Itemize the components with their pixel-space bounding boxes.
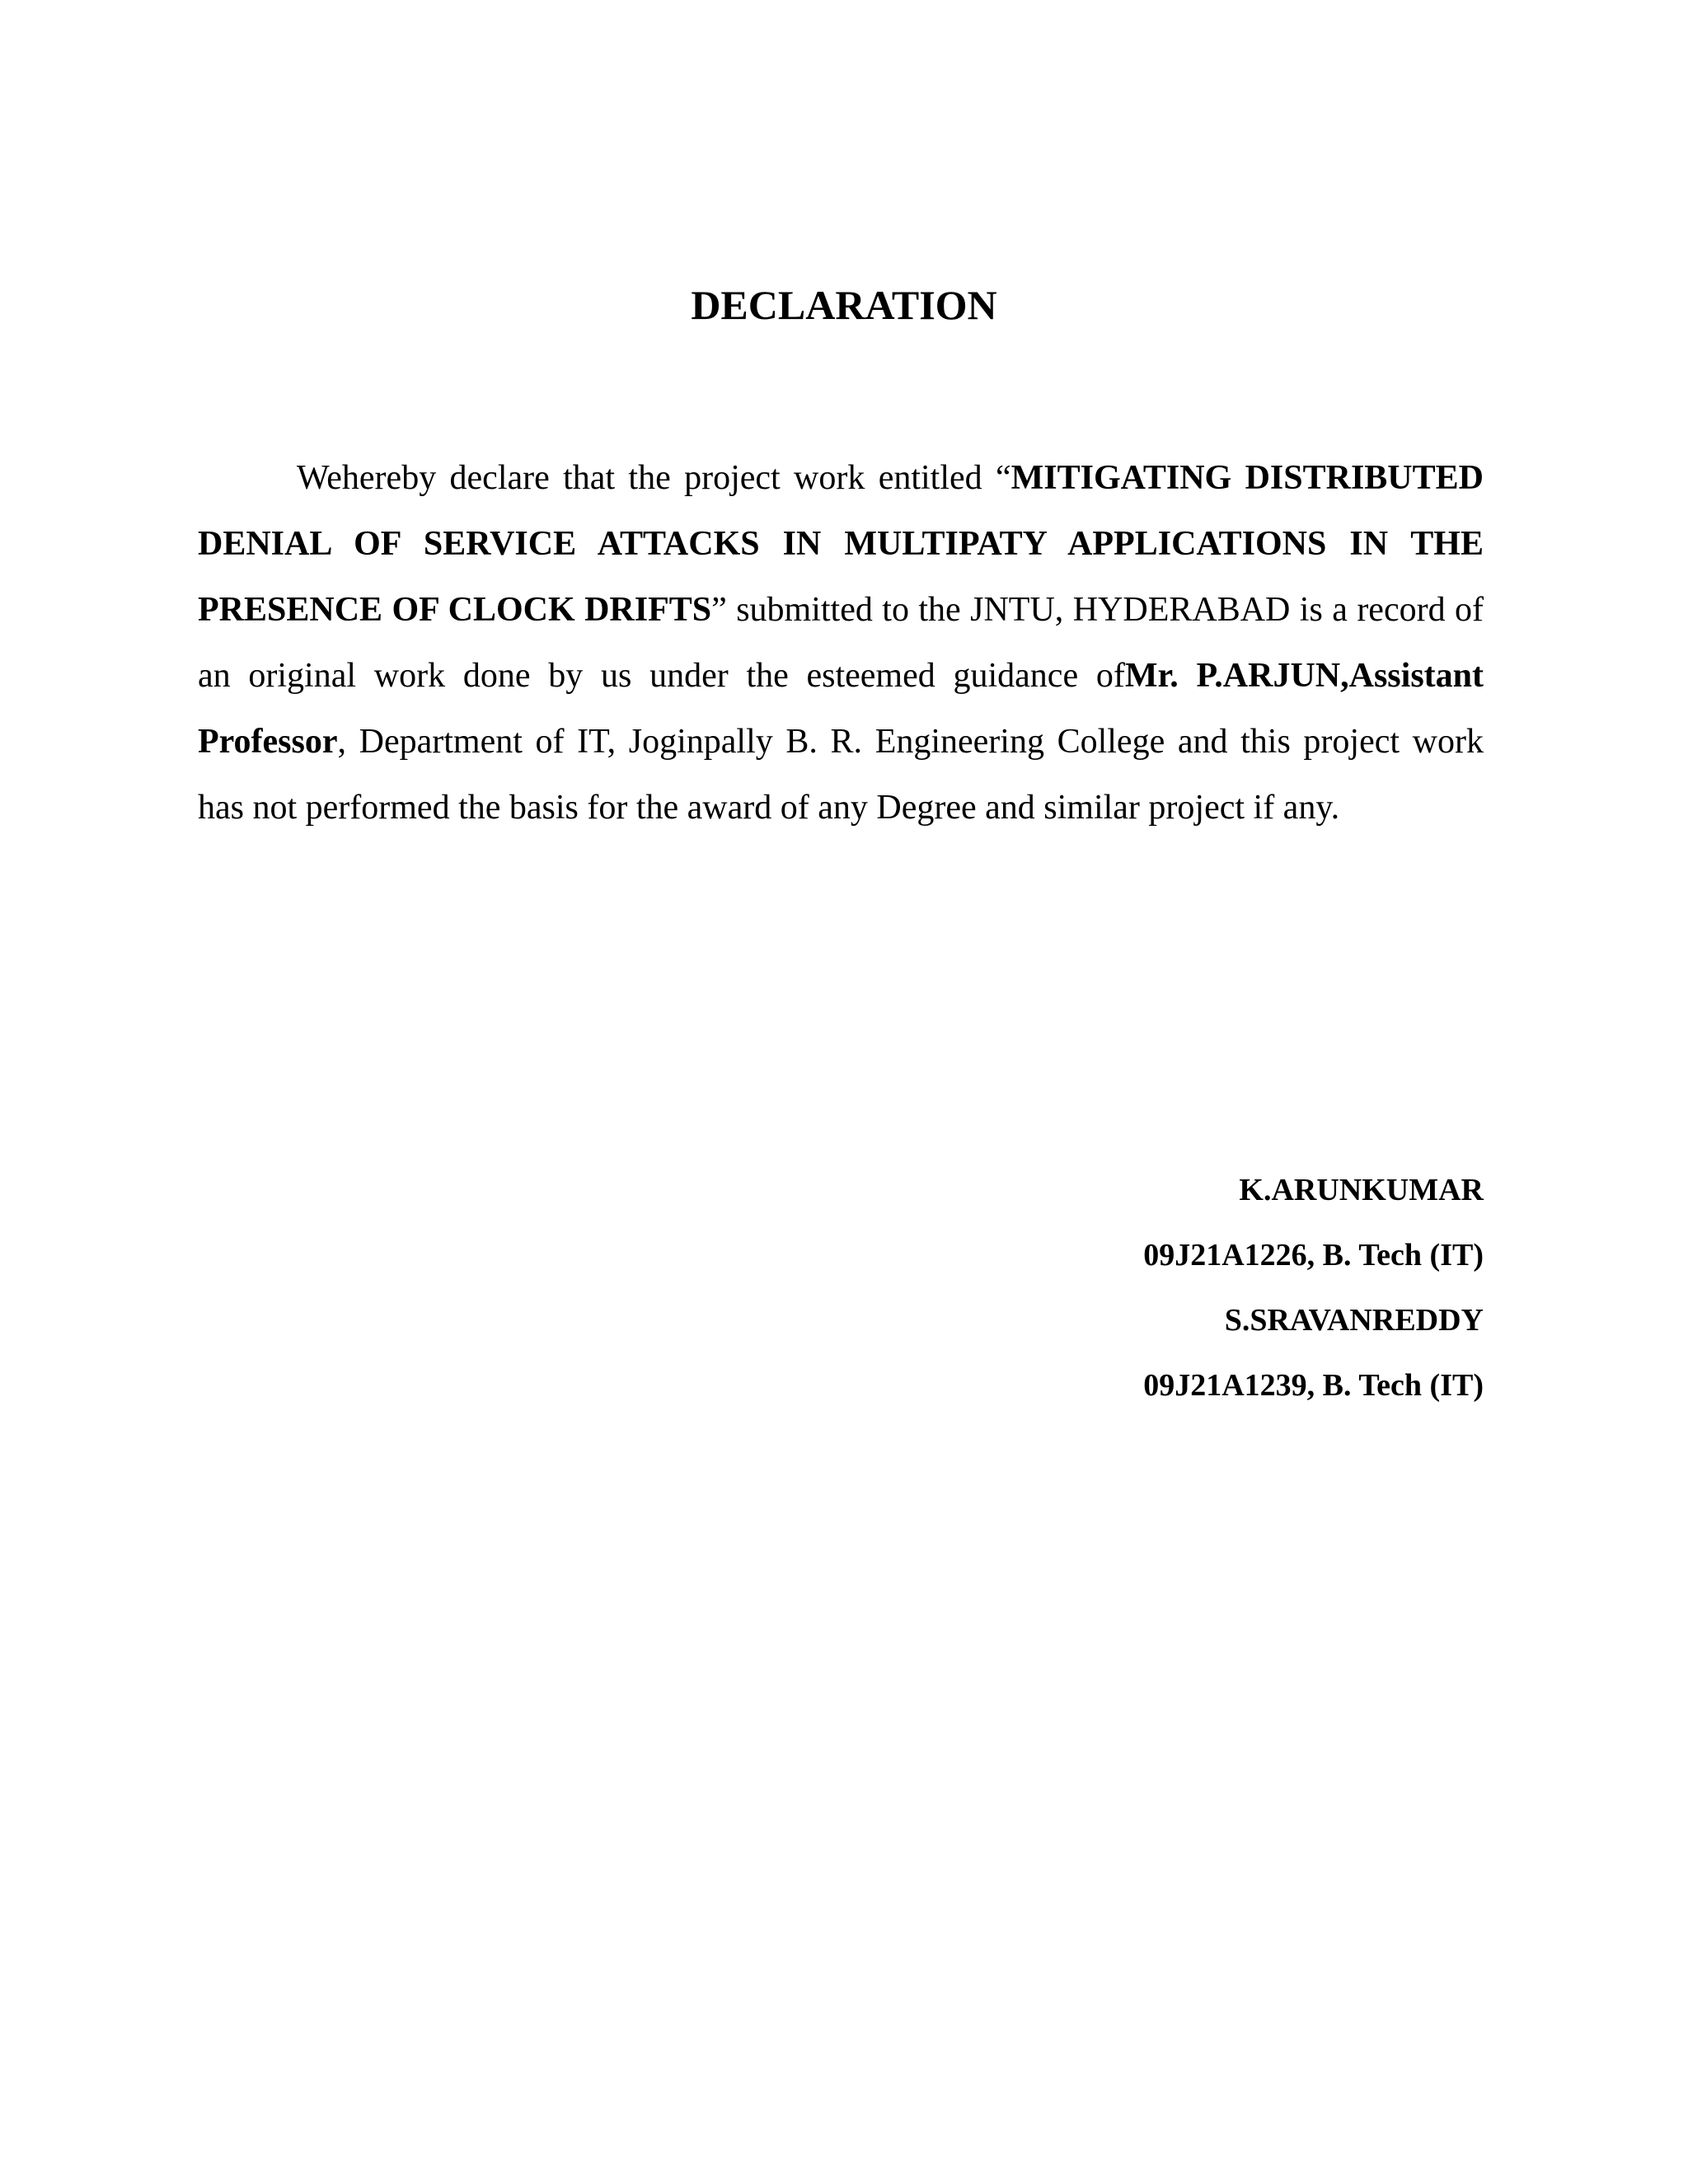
signature-block [1143,1158,1484,1418]
paragraph-text-2: ” submitted to the JNTU, HYDERABAD is a record of an original work done by us under the esteemed guidance of [198,591,1484,695]
signatory-name: K.ARUNKUMAR [1239,1173,1484,1207]
page-title: DECLARATION [691,282,997,328]
guide-name: Mr. P.ARJUN,Assistant Professor [198,657,1484,761]
paragraph-text-1: Wehereby declare that the project work entitled “ [297,459,1011,497]
signatory-roll: 09J21A1239, B. Tech (IT) [1143,1368,1484,1403]
signatory-name: S.SRAVANREDDY [1224,1303,1484,1338]
paragraph-text-3: , Department of IT, Joginpally B. R. Engineering College and this project work has not performed the basis for the award of any Degree and similar project if any. [198,723,1484,827]
project-title: MITIGATING DISTRIBUTED DENIAL OF SERVICE ATTACKS IN MULTIPATY APPLICATIONS IN THE PRESENCE OF CLOCK DRIFTS [198,459,1484,629]
declaration-paragraph [198,445,1484,841]
signatory-roll: 09J21A1226, B. Tech (IT) [1143,1238,1484,1272]
